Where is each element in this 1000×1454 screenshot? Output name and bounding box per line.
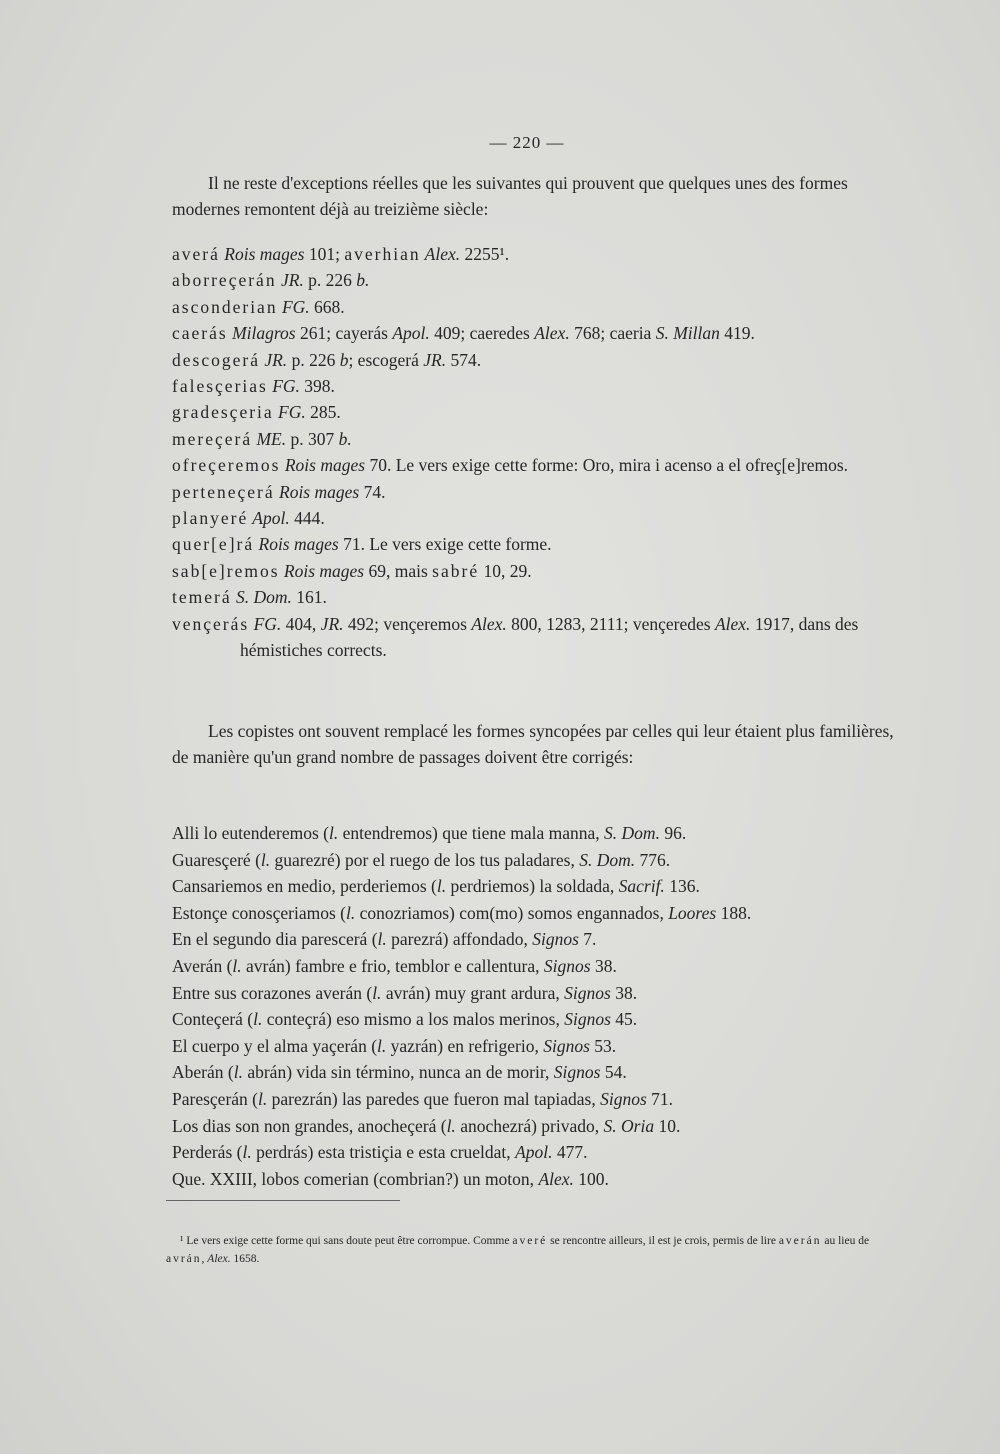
quote-line (172, 1059, 902, 1086)
verb-form: mereçerá (172, 428, 253, 449)
source-reference: Rois mages (254, 534, 339, 555)
text-run: Averán ( (172, 955, 233, 976)
text-run: 419. (719, 323, 755, 344)
source-reference: l. (377, 1035, 387, 1056)
text-run: 7. (578, 929, 597, 950)
text-run: abrán) vida sin término, nunca an de morir, (242, 1062, 554, 1083)
source-reference: l. (446, 1115, 456, 1136)
text-run: 45. (610, 1009, 638, 1030)
text-run: avrán) muy grant ardura, (381, 982, 565, 1003)
source-reference: l. (345, 902, 356, 923)
verb-form: asconderian (172, 296, 278, 317)
text-run: anochezrá) privado, (455, 1115, 604, 1136)
source-reference: Signos (600, 1088, 647, 1109)
quote-line (172, 980, 902, 1007)
verb-form: falesçerias (172, 376, 268, 397)
quote-line (172, 820, 902, 847)
text-run: 70. Le vers exige cette forme: Oro, mira i acenso a el ofreç[e]remos. (365, 455, 849, 476)
source-reference: S. Dom. (579, 849, 636, 870)
quote-line (172, 847, 902, 874)
text-run: 768; caeria (569, 323, 656, 344)
verb-form: sab[e]remos (172, 560, 280, 581)
quote-line (172, 1033, 902, 1060)
source-reference: Apol. (248, 508, 290, 529)
source-reference: S. Dom. (604, 823, 660, 843)
verb-form: averhian (344, 244, 421, 264)
text-run: parezrán) las paredes que fueron mal tapiadas, (267, 1088, 601, 1109)
verb-form: averé (512, 1235, 548, 1247)
source-reference: Milagros (227, 323, 296, 344)
text-run: p. 226 (303, 270, 357, 291)
form-entry (172, 294, 902, 320)
text-run: 444. (289, 508, 325, 529)
verb-form: vençerás (172, 613, 250, 634)
source-reference: Apol. (515, 1142, 553, 1163)
text-run: 10. (654, 1115, 681, 1136)
text-run: conozriamos) com(mo) somos engannados, (355, 902, 669, 923)
text-run: yazrán) en refrigerio, (386, 1035, 544, 1056)
source-reference: Alex. (420, 244, 461, 264)
verb-form: quer[e]rá (172, 534, 255, 555)
source-reference: S. Dom. (231, 587, 292, 608)
source-reference: Signos (543, 955, 591, 976)
text-run: 188. (716, 902, 752, 923)
text-run: Perderás ( (172, 1142, 243, 1163)
source-reference: l. (377, 929, 387, 950)
source-reference: l. (436, 876, 447, 897)
source-reference: FG. (277, 296, 310, 317)
source-reference: Alex. (207, 1253, 231, 1265)
text-run: parezrá) affondado, (386, 929, 533, 950)
text-run: 776. (635, 849, 671, 870)
text-run: Guaresçeré ( (172, 849, 261, 870)
text-run: 1917, dans des hémistiches corrects. (240, 613, 859, 661)
source-reference: l. (242, 1142, 252, 1163)
text-run: 38. (610, 982, 638, 1003)
source-reference: l. (260, 849, 271, 870)
source-reference: l. (328, 823, 339, 843)
form-entry (172, 531, 902, 557)
text-run: 101; (304, 244, 345, 264)
text-run: El cuerpo y el alma yaçerán ( (172, 1035, 378, 1056)
text-run: 54. (600, 1062, 627, 1083)
text-run: Aberán ( (172, 1062, 234, 1083)
quote-line (172, 1086, 902, 1113)
text-run: Estonçe conosçeriamos ( (172, 902, 346, 923)
text-run: 668. (309, 296, 345, 317)
source-reference: FG. (273, 402, 306, 423)
source-reference: ME. (252, 428, 287, 449)
source-reference: l. (372, 982, 382, 1003)
text-run: p. 226 (287, 349, 340, 370)
text-run: avrán) fambre e frio, temblor e callentura, (241, 955, 544, 976)
source-reference: b. (356, 270, 370, 291)
forms-list (172, 241, 902, 664)
text-run: 285. (305, 402, 341, 423)
form-entry (172, 241, 902, 267)
text-run: Cansariemos en medio, perderiemos ( (172, 876, 437, 897)
quotes-list (172, 820, 902, 1192)
source-reference: Signos (532, 929, 579, 950)
quote-line (172, 926, 902, 953)
source-reference: Rois mages (280, 455, 366, 476)
source-reference: Signos (564, 982, 611, 1003)
text-run: 492; vençeremos (343, 613, 472, 634)
text-run: 404, (281, 613, 321, 634)
source-reference: JR. (423, 349, 447, 370)
verb-form: planyeré (172, 508, 249, 529)
intro-paragraph: Il ne reste d'exceptions réelles que les suivantes qui prouvent que quelques unes des formes modernes remontent déjà au treizième siècle: (172, 173, 848, 219)
text-run: Entre sus corazones averán ( (172, 982, 373, 1003)
source-reference: l. (232, 955, 242, 976)
page-number: — 220 — (489, 133, 565, 152)
verb-form: averán (778, 1235, 822, 1247)
form-entry (172, 399, 902, 425)
quote-line (172, 1113, 902, 1140)
form-entry (172, 373, 902, 399)
source-reference: JR. (259, 349, 288, 370)
source-reference: Signos (553, 1062, 601, 1083)
verb-form: sabré (432, 560, 480, 581)
text-run: ¹ Le vers exige cette forme qui sans doute peut être corrompue. Comme (180, 1235, 513, 1247)
form-entry (172, 320, 902, 346)
text-run: se rencontre ailleurs, il est je crois, permis de lire (547, 1235, 779, 1247)
source-reference: JR. (320, 613, 344, 634)
verb-form: perteneçerá (172, 481, 275, 502)
text-run: 477. (552, 1142, 588, 1163)
text-run: 53. (589, 1035, 617, 1056)
source-reference: l. (233, 1062, 243, 1083)
text-run: 96. (659, 823, 687, 843)
text-run: 1658. (230, 1253, 260, 1265)
source-reference: l. (253, 1009, 263, 1030)
source-reference: Signos (564, 1009, 611, 1030)
text-run: 261; cayerás (295, 323, 393, 344)
text-run: 161. (291, 587, 327, 608)
source-reference: FG. (249, 613, 282, 634)
text-run: 574. (446, 349, 482, 370)
quote-line (172, 953, 902, 980)
footnote-rule (166, 1200, 400, 1201)
source-reference: Alex. (471, 613, 507, 634)
text-run: 800, 1283, 2111; vençeredes (506, 613, 715, 634)
text-run: 409; caeredes (429, 323, 535, 344)
source-reference: l. (258, 1088, 268, 1109)
form-entry (172, 426, 902, 452)
quote-line (172, 1166, 902, 1193)
verb-form: avrán (166, 1253, 202, 1265)
source-reference: b. (338, 428, 352, 449)
text-run: 398. (299, 376, 335, 397)
source-reference: Apol. (392, 323, 430, 344)
verb-form: gradesçeria (172, 402, 274, 423)
text-run: 71. Le vers exige cette forme. (338, 534, 552, 555)
source-reference: Rois mages (279, 560, 365, 581)
verb-form: temerá (172, 587, 232, 608)
text-run: Que. XXIII, lobos comerian (combrian?) un moton, (172, 1168, 539, 1189)
text-run: au lieu de (821, 1235, 870, 1247)
second-paragraph: Les copistes ont souvent remplacé les formes syncopées par celles qui leur étaient plus familières, de manière qu'un grand nombre de passages doivent être corrigés: (172, 721, 894, 767)
source-reference: Alex. (538, 1168, 574, 1189)
text-run: 69, mais (364, 560, 433, 581)
source-reference: S. Oria (603, 1115, 655, 1136)
form-entry (172, 452, 902, 478)
source-reference: Rois mages (274, 481, 360, 502)
text-run: perdrás) esta tristiçia e esta crueldat, (251, 1142, 516, 1163)
text-run: Los dias son non grandes, anocheçerá ( (172, 1115, 447, 1136)
text-run: 10, 29. (479, 560, 532, 581)
text-run: Alli lo eutenderemos ( (172, 823, 329, 843)
text-run: 100. (573, 1168, 609, 1189)
text-run: 38. (590, 955, 617, 976)
source-reference: Alex. (534, 323, 570, 344)
source-reference: Loores (668, 902, 717, 923)
quote-line (172, 1139, 902, 1166)
form-entry (172, 584, 902, 610)
text-run: entendremos) que tiene mala manna, (338, 823, 605, 843)
text-run: 2255¹. (460, 244, 510, 264)
text-run: Paresçerán ( (172, 1088, 258, 1109)
verb-form: caerás (172, 323, 228, 344)
verb-form: descogerá (172, 349, 260, 370)
footnote (166, 1232, 898, 1268)
text-run: p. 307 (286, 428, 339, 449)
source-reference: JR. (276, 270, 304, 291)
form-entry (172, 267, 902, 293)
source-reference: FG. (267, 376, 300, 397)
source-reference: Alex. (714, 613, 751, 634)
text-run: ; escogerá (348, 349, 424, 370)
verb-form: aborreçerán (172, 270, 277, 291)
form-entry (172, 611, 902, 664)
source-reference: b (339, 349, 349, 370)
text-run: 71. (646, 1088, 674, 1109)
text-run: Conteçerá ( (172, 1009, 254, 1030)
text-run: guarezré) por el ruego de los tus paladares, (270, 849, 580, 870)
quote-line (172, 873, 902, 900)
form-entry (172, 558, 902, 584)
source-reference: Signos (543, 1035, 590, 1056)
source-reference: S. Millan (655, 323, 720, 344)
quote-line (172, 1006, 902, 1033)
verb-form: ofreçeremos (172, 455, 281, 476)
verb-form: averá (172, 244, 220, 264)
text-run: conteçrá) eso mismo a los malos merinos, (262, 1009, 565, 1030)
text-run: perdriemos) la soldada, (446, 876, 619, 897)
source-reference: Rois mages (219, 244, 305, 264)
text-run: 136. (664, 876, 700, 897)
form-entry (172, 479, 902, 505)
quote-line (172, 900, 902, 927)
text-run: 74. (359, 481, 386, 502)
form-entry (172, 347, 902, 373)
form-entry (172, 505, 902, 531)
source-reference: Sacrif. (618, 876, 665, 897)
text-run: En el segundo dia parescerá ( (172, 929, 378, 950)
text-run: , (201, 1253, 208, 1265)
